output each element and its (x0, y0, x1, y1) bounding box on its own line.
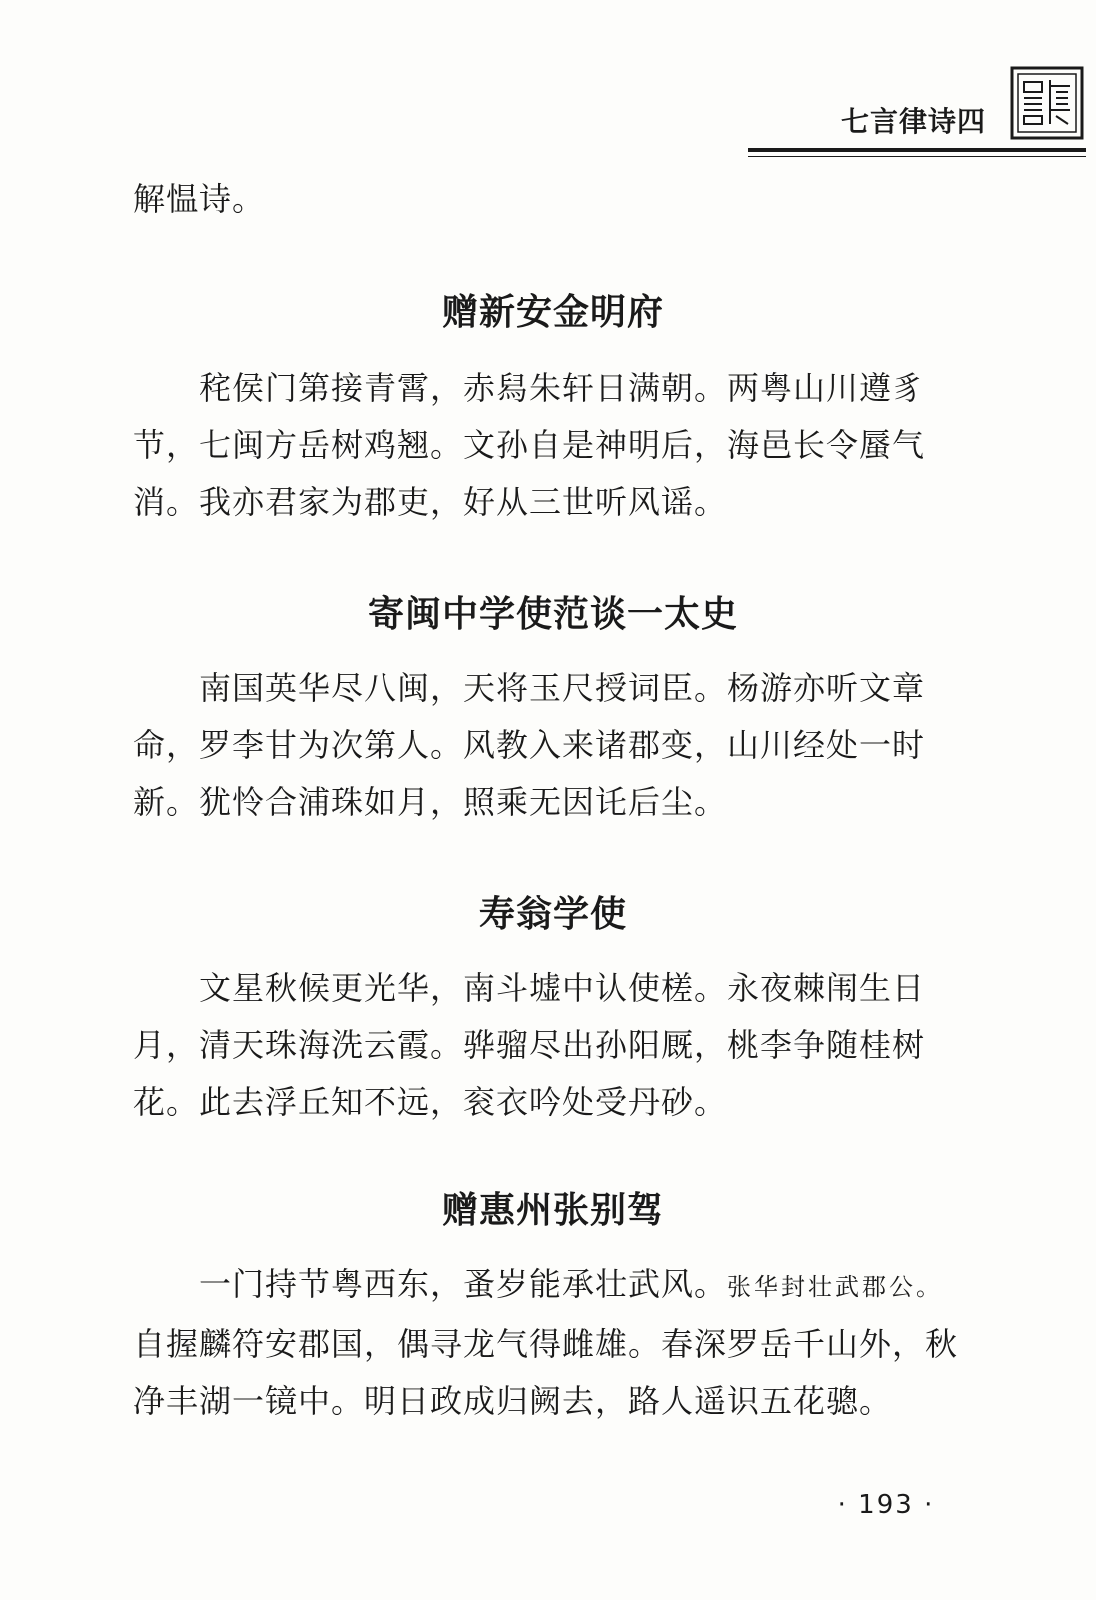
header-rule-thin (748, 156, 1086, 157)
intro-text: 解愠诗。 (133, 180, 266, 218)
intro-paragraph (133, 171, 973, 228)
poem-text-part: 一门持节粤西东，蚤岁能承壮武风。 (199, 1265, 728, 1303)
poem-text: 南国英华尽八闽，天将玉尺授词臣。杨游亦听文章命，罗李甘为次第人。风教入来诸郡变，山川经处一时新。犹怜合浦珠如月，照乘无因讬后尘。 (133, 669, 926, 821)
poem-text: 文星秋候更光华，南斗墟中认使槎。永夜棘闱生日月，清天珠海洗云霞。骅骝尽出孙阳厩，桃李争随桂树花。此去浮丘知不远，衮衣吟处受丹砂。 (133, 969, 926, 1121)
poem-title: 赠惠州张别驾 (441, 1190, 664, 1231)
poem-body (133, 660, 973, 831)
poem-text: 秺侯门第接青霄，赤舄朱轩日满朝。两粤山川遵豸节，七闽方岳树鸡翘。文孙自是神明后，海邑长令蜃气消。我亦君家为郡吏，好从三世听风谣。 (133, 369, 926, 521)
poem-title: 赠新安金明府 (441, 292, 664, 333)
running-header-title: 七言律诗四 (840, 105, 986, 138)
poem-body (133, 960, 973, 1131)
poem-body (133, 360, 973, 531)
poem-title: 寿翁学使 (478, 894, 627, 935)
header-rule (748, 148, 1086, 152)
poem-title: 寄闽中学使范谈一太史 (367, 594, 738, 635)
poem-text (133, 1256, 973, 1430)
annotation-note: 张华封壮武郡公。 (727, 1273, 944, 1301)
page-number: · 193 · (837, 1490, 935, 1520)
poem-body (133, 1256, 973, 1430)
poem-text-part: 自握麟符安郡国，偶寻龙气得雌雄。春深罗岳千山外，秋净丰湖一镜中。明日政成归阙去，路人遥识五花骢。 (133, 1325, 959, 1420)
seal-stamp-icon (1010, 66, 1084, 140)
